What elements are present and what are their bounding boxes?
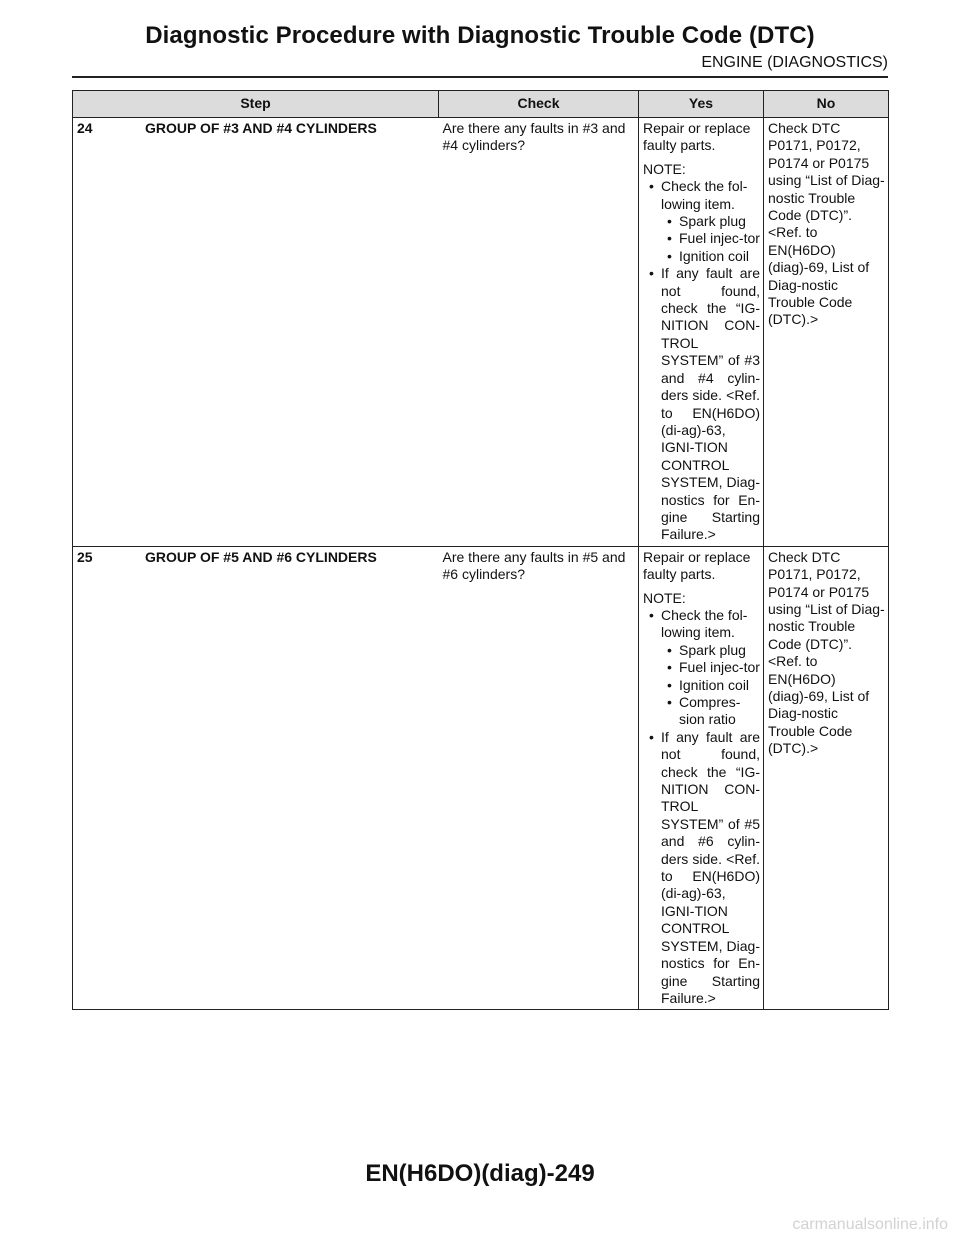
sub-bullet: • Ignition coil bbox=[667, 247, 750, 264]
bullet-icon: • bbox=[649, 606, 654, 623]
no-cell: Check DTC P0171, P0172, P0174 or P0175 using “List of Diag-nostic Trouble Code (DTC)”. <Ref. to EN(H6DO)(diag)-69, List of Diag-nostic Trouble Code (DTC).> bbox=[764, 118, 889, 547]
step-number: 24 bbox=[77, 120, 93, 136]
sub-bullet: • Spark plug bbox=[667, 213, 746, 230]
yes-cell bbox=[639, 118, 764, 547]
step-title: GROUP OF #3 AND #4 CYLINDERS bbox=[145, 120, 377, 136]
sub-bullet: • Fuel injec-tor bbox=[667, 659, 760, 676]
column-header-step: Step bbox=[73, 91, 439, 118]
column-header-no: No bbox=[764, 91, 889, 118]
sub-bullet: • Spark plug bbox=[667, 641, 746, 658]
column-header-yes: Yes bbox=[639, 91, 764, 118]
note-bullet: • If any fault are not found, check the “IG-NITION CON-TROL SYSTEM” of #5 and #6 cylin-ders side. <Ref. to EN(H6DO)(di-ag)-63, IGNI-TION CONTROL SYSTEM, Diag-nostics for En-gine Starting Failure.> bbox=[649, 728, 760, 1006]
page-number: EN(H6DO)(diag)-249 bbox=[365, 1160, 595, 1187]
note-bullet: • Check the fol-lowing item. bbox=[649, 178, 748, 212]
bullet-icon: • bbox=[667, 247, 672, 264]
section-label: ENGINE (DIAGNOSTICS) bbox=[701, 54, 888, 71]
table-header-row bbox=[73, 91, 889, 118]
diagnostic-table bbox=[72, 90, 889, 1010]
note-label: NOTE: bbox=[643, 160, 686, 177]
check-cell: Are there any faults in #3 and #4 cylinders? bbox=[439, 118, 639, 547]
bullet-icon: • bbox=[667, 694, 672, 710]
bullet-icon: • bbox=[649, 178, 654, 195]
bullet-icon: • bbox=[649, 728, 654, 745]
page-title: Diagnostic Procedure with Diagnostic Trouble Code (DTC) bbox=[145, 22, 815, 49]
sub-bullet: • Compres-sion ratio bbox=[667, 694, 741, 728]
bullet-icon: • bbox=[649, 265, 654, 282]
bullet-icon: • bbox=[667, 676, 672, 693]
note-label: NOTE: bbox=[643, 589, 686, 606]
step-cell bbox=[73, 118, 439, 547]
sub-bullet: • Fuel injec-tor bbox=[667, 230, 760, 247]
step-title: GROUP OF #5 AND #6 CYLINDERS bbox=[145, 548, 377, 565]
bullet-icon: • bbox=[667, 213, 672, 230]
bullet-icon: • bbox=[667, 659, 672, 676]
yes-action: Repair or replace faulty parts. bbox=[643, 120, 751, 154]
header-rule bbox=[72, 76, 888, 78]
column-header-check: Check bbox=[439, 91, 639, 118]
watermark: carmanualsonline.info bbox=[792, 1216, 948, 1233]
yes-action: Repair or replace faulty parts. bbox=[643, 548, 751, 583]
sub-bullet: • Ignition coil bbox=[667, 676, 750, 693]
note-bullet: • If any fault are not found, check the “IG-NITION CON-TROL SYSTEM” of #3 and #4 cylin-ders side. <Ref. to EN(H6DO)(di-ag)-63, IGNI-TION CONTROL SYSTEM, Diag-nostics for En-gine Starting Failure.> bbox=[649, 265, 760, 543]
table-row bbox=[73, 546, 889, 1010]
no-cell: Check DTC P0171, P0172, P0174 or P0175 using “List of Diag-nostic Trouble Code (DTC)”. <Ref. to EN(H6DO)(diag)-69, List of Diag-nostic Trouble Code (DTC).> bbox=[764, 546, 889, 1010]
step-number: 25 bbox=[77, 548, 93, 565]
bullet-icon: • bbox=[667, 641, 672, 658]
step-cell bbox=[73, 546, 439, 1010]
check-cell: Are there any faults in #5 and #6 cylinders? bbox=[439, 546, 639, 1010]
yes-cell bbox=[639, 546, 764, 1010]
note-bullet: • Check the fol-lowing item. bbox=[649, 606, 748, 641]
table-row bbox=[73, 118, 889, 547]
bullet-icon: • bbox=[667, 230, 672, 247]
